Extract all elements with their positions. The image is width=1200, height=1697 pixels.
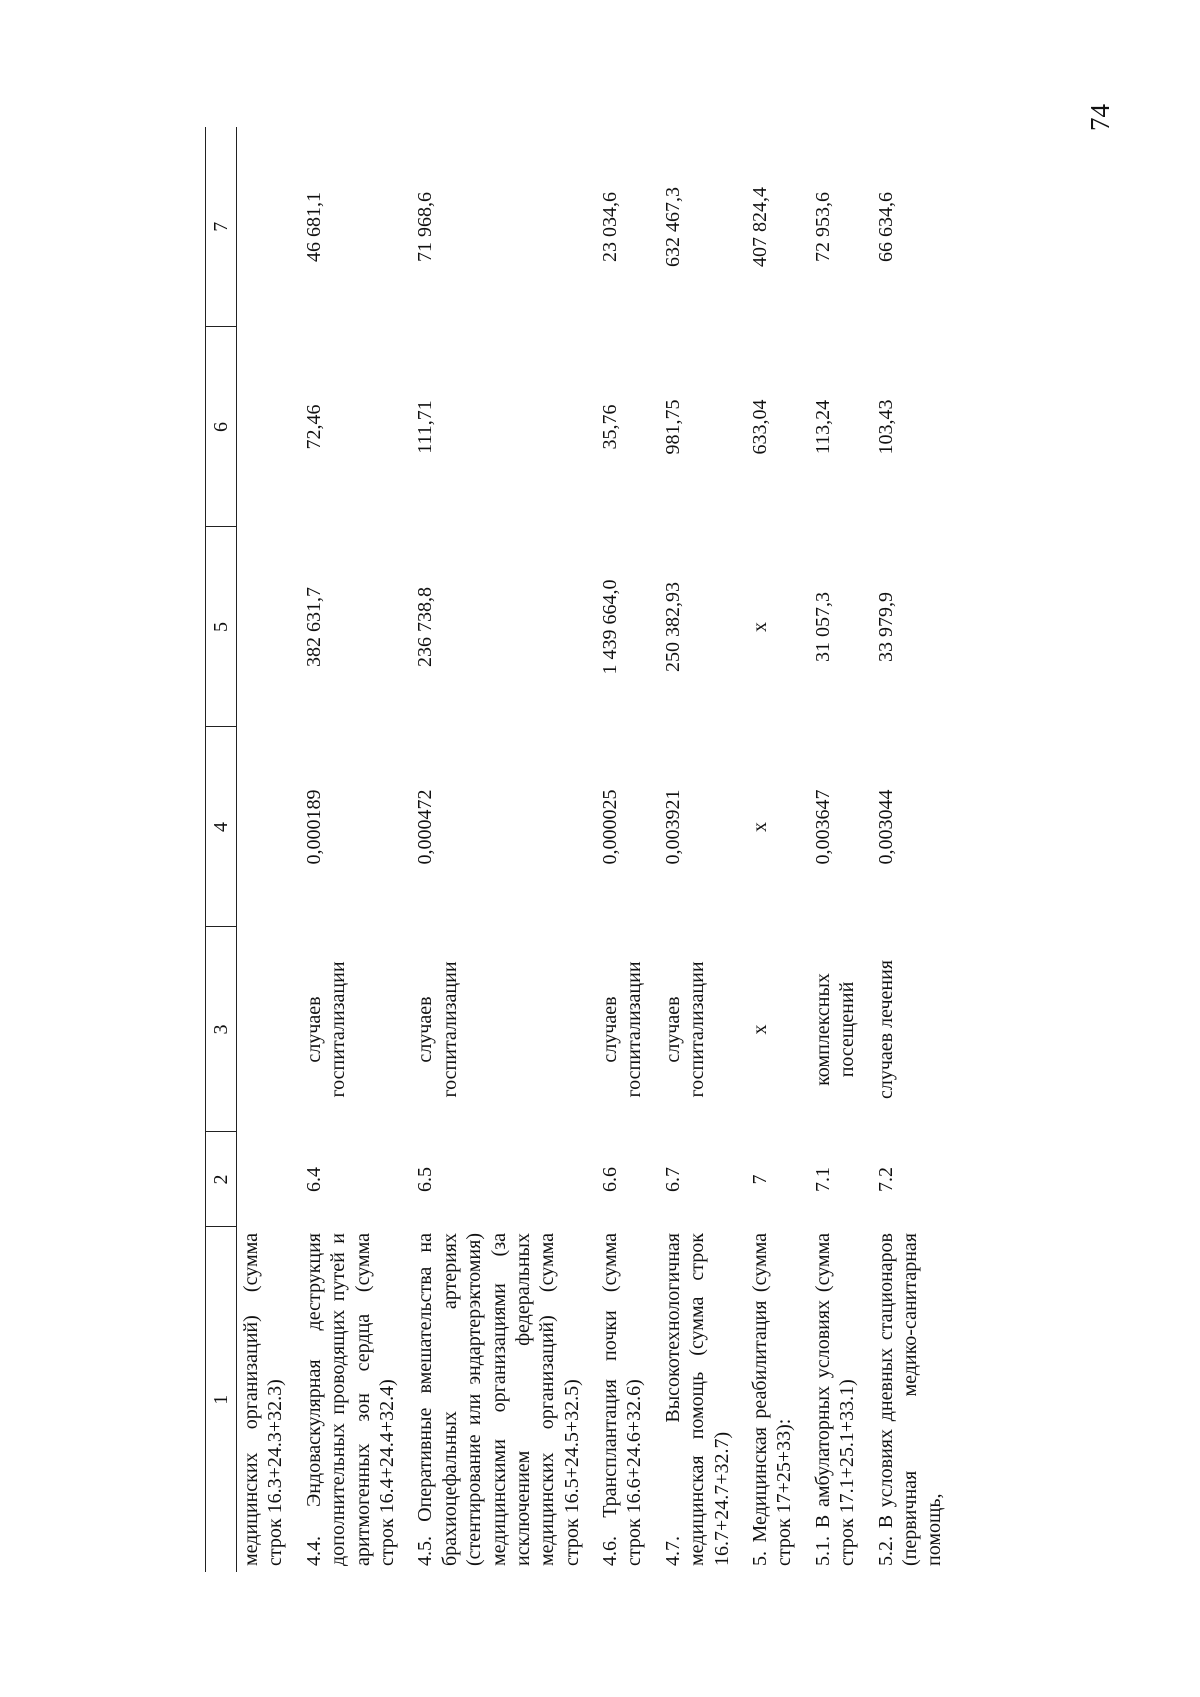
row-label: 5. Медицинская реабилитация (сумма строк 17+25+33): <box>749 1233 796 1566</box>
unit-cell: случаев госпитализации <box>599 961 646 1098</box>
unit-cell: x <box>749 1024 772 1035</box>
table-row <box>302 127 414 1572</box>
header-cell: 2 <box>206 1132 237 1227</box>
row-label: 5.1. В амбулаторных условиях (сумма строк 17.1+25.1+33.1) <box>811 1233 859 1566</box>
row-number: 6.5 <box>414 1167 437 1192</box>
unit-cell: случаев лечения <box>874 960 897 1100</box>
header-cell: 4 <box>206 727 237 927</box>
rotated-table-container <box>205 127 1000 1572</box>
row-number: 7.2 <box>874 1167 897 1192</box>
value-cell: 33 979,9 <box>874 592 897 662</box>
value-cell: 1 439 664,0 <box>599 579 622 675</box>
row-number: 7 <box>749 1174 772 1185</box>
page-number: 74 <box>1085 104 1115 131</box>
data-table <box>205 127 961 1572</box>
value-cell: 0,003647 <box>811 789 834 865</box>
value-cell: 633,04 <box>749 399 772 455</box>
header-cell: 3 <box>206 927 237 1132</box>
table-row <box>413 127 598 1572</box>
unit-cell: случаев госпитализации <box>661 961 709 1098</box>
value-cell: 0,003921 <box>661 789 684 865</box>
row-label: 4.4. Эндоваскулярная деструкция дополнительных проводящих путей и аритмогенных зон сердца (сумма строк 16.4+24.4+32.4) <box>302 1233 398 1566</box>
value-cell: x <box>749 622 772 632</box>
table-header-row <box>206 127 237 1572</box>
value-cell: 0,000472 <box>414 789 437 865</box>
value-cell: 23 034,6 <box>599 192 622 262</box>
value-cell: 71 968,6 <box>414 192 437 262</box>
value-cell <box>237 127 302 327</box>
unit-cell: комплексных посещений <box>811 973 859 1086</box>
unit-cell: случаев госпитализации <box>414 961 461 1098</box>
value-cell: 66 634,6 <box>874 192 897 262</box>
table-row <box>237 127 302 1572</box>
header-cell: 7 <box>206 127 237 327</box>
header-cell: 1 <box>206 1227 237 1572</box>
value-cell: 31 057,3 <box>811 592 834 662</box>
value-cell: 113,24 <box>811 399 834 455</box>
value-cell: 382 631,7 <box>302 587 325 667</box>
value-cell: 0,000189 <box>302 789 325 865</box>
table-row <box>811 127 874 1572</box>
value-cell: 72,46 <box>302 404 325 450</box>
value-cell: 0,000025 <box>599 789 622 865</box>
value-cell <box>237 327 302 527</box>
row-label: 4.7. Высокотехнологичная медицинская помощь (сумма строк 16.7+24.7+32.7) <box>661 1233 733 1566</box>
value-cell: x <box>749 822 772 832</box>
header-cell: 5 <box>206 527 237 727</box>
row-label: 4.6. Трансплантация почки (сумма строк 16.6+24.6+32.6) <box>599 1233 646 1566</box>
value-cell: 981,75 <box>661 399 684 455</box>
value-cell: 0,003044 <box>874 789 897 865</box>
value-cell: 250 382,93 <box>661 582 684 672</box>
row-number: 7.1 <box>811 1167 834 1192</box>
value-cell: 236 738,8 <box>414 587 437 667</box>
table-row <box>598 127 661 1572</box>
value-cell: 111,71 <box>414 400 437 454</box>
table-row <box>874 127 961 1572</box>
value-cell: 103,43 <box>874 399 897 455</box>
row-label: 4.5. Оперативные вмешательства на брахиоцефальных артериях (стентирование или эндартерэктомия) медицинскими организациями (за исключением федеральных медицинских организаций) (сумма строк 16.5+24.5+32.5) <box>414 1233 583 1566</box>
value-cell: 72 953,6 <box>811 192 834 262</box>
value-cell: 35,76 <box>599 404 622 450</box>
value-cell: 407 824,4 <box>749 187 772 267</box>
row-label: 5.2. В условиях дневных стационаров (первичная медико-санитарная помощь, <box>874 1233 946 1566</box>
header-cell: 6 <box>206 327 237 527</box>
unit-cell <box>237 927 302 1132</box>
row-number <box>237 1132 302 1227</box>
table-row <box>748 127 811 1572</box>
value-cell: 46 681,1 <box>302 192 325 262</box>
value-cell: 632 467,3 <box>661 187 684 267</box>
row-number: 6.4 <box>302 1167 325 1192</box>
value-cell <box>237 727 302 927</box>
row-label: медицинских организаций) (сумма строк 16.3+24.3+32.3) <box>240 1233 287 1566</box>
row-number: 6.7 <box>661 1167 684 1192</box>
table-row <box>661 127 748 1572</box>
unit-cell: случаев госпитализации <box>302 961 350 1098</box>
value-cell <box>237 527 302 727</box>
row-number: 6.6 <box>599 1167 622 1192</box>
